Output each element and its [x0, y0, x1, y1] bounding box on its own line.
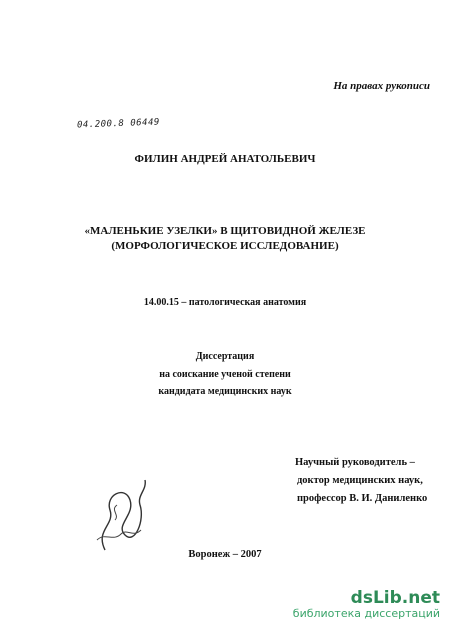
supervisor-name: профессор В. И. Даниленко: [297, 493, 428, 504]
title-line-2: (МОРФОЛОГИЧЕСКОЕ ИССЛЕДОВАНИЕ): [111, 240, 339, 252]
specialty-code: 14.00.15 – патологическая анатомия: [143, 297, 307, 308]
handwritten-signature: [85, 470, 155, 560]
dissertation-label: Диссертация: [195, 351, 255, 362]
degree-line-2: кандидата медицинских наук: [158, 386, 292, 397]
watermark-logo: dsLib.net: [350, 588, 440, 608]
author-name: ФИЛИН АНДРЕЙ АНАТОЛЬЕВИЧ: [134, 153, 316, 165]
archive-stamp: 04.200.8 06449: [76, 117, 161, 131]
watermark-subtitle: библиотека диссертаций: [292, 607, 440, 620]
degree-line-1: на соискание ученой степени: [159, 369, 291, 380]
rights-note: На правах рукописи: [333, 80, 430, 92]
city-year: Воронеж – 2007: [188, 549, 262, 560]
supervisor-label: Научный руководитель –: [295, 457, 415, 468]
title-line-1: «МАЛЕНЬКИЕ УЗЕЛКИ» В ЩИТОВИДНОЙ ЖЕЛЕЗЕ: [84, 225, 366, 237]
supervisor-degree: доктор медицинских наук,: [297, 475, 423, 486]
